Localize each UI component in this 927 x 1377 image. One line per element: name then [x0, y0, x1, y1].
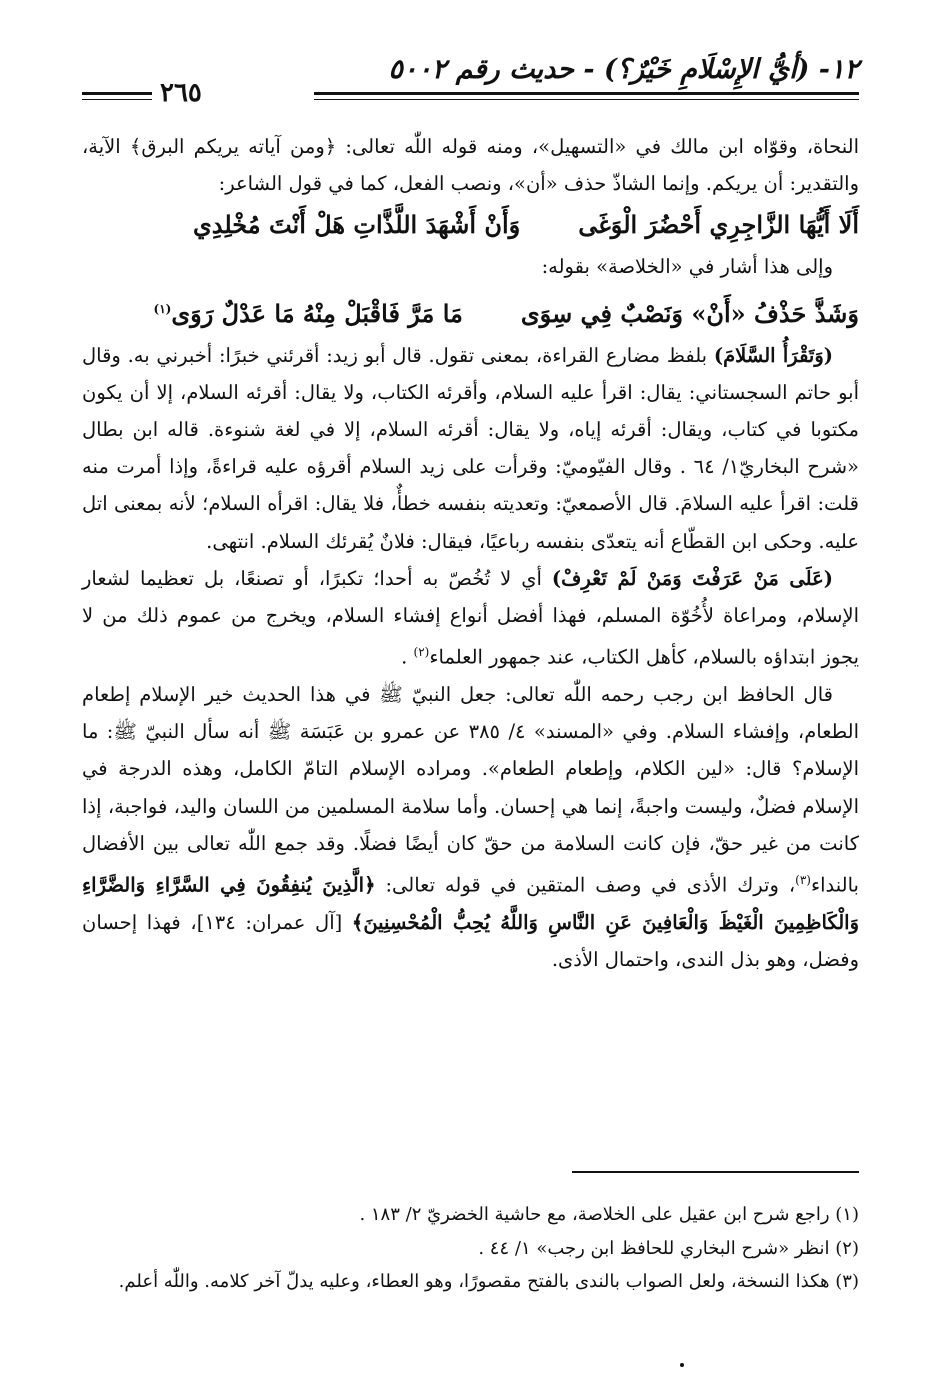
- paragraph: النحاة، وقوّاه ابن مالك في «التسهيل»، ومنه قوله اللّٰه تعالى: ﴿ومن آياته يريكم البرق﴾ الآية، والتقدير: أن يريكم. وإنما الشاذّ حذف «أن»، ونصب الفعل، كما في قول الشاعر:: [82, 135, 859, 196]
- quran-verse: ﴿الَّذِينَ يُنفِقُونَ فِي السَّرَّاءِ وَالضَّرَّاءِ وَالْكَاظِمِينَ الْغَيْظَ وَالْعَافِينَ عَنِ النَّاسِ وَاللَّهُ يُحِبُّ الْمُحْسِنِينَ﴾: [82, 873, 859, 934]
- paragraph-text: قال الحافظ ابن رجب رحمه اللّٰه تعالى: جعل النبيّ ﷺ في هذا الحديث خير الإسلام إطعام الطعام، وإفشاء السلام. وفي «المسند» ٤/ ٣٨٥ عن عمرو بن عَبَسَة ﷺ أنه سأل النبيّ ﷺ: ما الإسلام؟ قال: «لين الكلام، وإطعام الطعام». ومراده الإسلام التامّ الكامل، وهذه الدرجة في الإسلام فضلٌ، وليست واجبةً، إنما هي إحسان. وأما سلامة المسلمين من اللسان واليد، فواجبة، إذا كانت من غير حقّ، فإن كانت السلامة من حقّ كان أيضًا فضلًا. وقد جمع اللّٰه تعالى بين الأفضال بالنداء: [82, 682, 860, 897]
- header-rule-left: [82, 92, 152, 95]
- footnote: (٢) انظر «شرح البخاري للحافظ ابن رجب» ١/ ٤٤ .: [478, 1237, 859, 1259]
- poem-verse: [82, 286, 859, 337]
- poem-verse: [82, 202, 859, 248]
- main-text: [82, 128, 859, 978]
- paragraph-text: أي لا تُخُصّ به أحدا؛ تكبرًا، أو تصنعًا، بل تعظيما لشعار الإسلام، ومراعاة لأُخُوّة المسلم، فهذا أفضل أنواع إفشاء السلام، ويخرج من عموم ذلك من لا يجوز ابتداؤه بالسلام، كأهل الكتاب، عند جمهور العلماء: [82, 566, 859, 669]
- running-header: [82, 54, 859, 124]
- header-rule-right-thin: [314, 99, 859, 100]
- paragraph: وإلى هذا أشار في «الخلاصة» بقوله:: [541, 255, 833, 279]
- verse-second-hemistich: وَأَنْ أَشْهَدَ اللَّذَّاتِ هَلْ أَنْتَ مُخْلِدِي: [192, 210, 521, 240]
- verse-first-hemistich: أَلَا أَيُّهَا الزَّاجِرِي أَحْضُرَ الْوَغَى: [578, 210, 859, 240]
- footnote-ref: (٣): [795, 872, 811, 887]
- footnotes: [82, 1198, 859, 1299]
- paragraph-text: بلفظ مضارع القراءة، بمعنى تقول. قال أبو زيد: أقرئني خبرًا: أخبرني به. وقال أبو حاتم السجستاني: يقال: اقرأ عليه السلام، وأقرئه الكتاب، ولا يقال: أقرئه السلام، إلا أن يكون مكتوبا في كتاب، ويقال: أقرئه إياه، ولا يقال: أقرئه السلام، إلا في لغة شنوءة. قاله ابن بطال «شرح البخاريّ١/ ٦٤ . وقال الفيّوميّ: وقرأت على زيد السلام أقرؤه عليه قراءةً، وإذا أمرت منه قلت: اقرأ عليه السلامَ. قال الأصمعيّ: وتعديته بنفسه خطأٌ، فلا يقال: اقرأه السلام؛ لأنه بمعنى اتل عليه. وحكى ابن القطّاع أنه يتعدّى بنفسه رباعيًا، فيقال: فلانٌ يُقرئك السلام. انتهى.: [82, 343, 859, 553]
- chapter-title: ١٢- (أيُّ الإِسْلَامِ خَيْرٌ؟) - حديث رقم ٥٠٠٢: [388, 54, 859, 85]
- footnote-ref: (١): [153, 301, 172, 316]
- header-rule-right: [314, 92, 859, 95]
- header-rule-left-thin: [82, 99, 152, 100]
- hadith-phrase: (وَتَقْرَأُ السَّلَامَ): [713, 343, 833, 367]
- footnote: (٣) هكذا النسخة، ولعل الصواب بالندى بالفتح مقصورًا، وهو العطاء، وعليه يدلّ آخر كلامه. واللّٰه أعلم.: [118, 1271, 859, 1292]
- page-mark: [680, 1363, 684, 1367]
- footnote: (١) راجع شرح ابن عقيل على الخلاصة، مع حاشية الخضريّ ٢/ ١٨٣ .: [359, 1204, 859, 1225]
- footnote-ref: (٢): [413, 645, 430, 660]
- footnote-separator: [572, 1171, 859, 1173]
- hadith-phrase: (عَلَى مَنْ عَرَفْتَ وَمَنْ لَمْ تَعْرِفْ): [551, 566, 833, 590]
- verse-second-hemistich: مَا مَرَّ فَاقْبَلْ مِنْهُ مَا عَدْلٌ رَوَى: [171, 298, 463, 328]
- paragraph-text: .: [401, 645, 414, 669]
- page-number: ٢٦٥: [160, 78, 202, 108]
- paragraph: [82, 676, 859, 978]
- paragraph: [82, 337, 859, 560]
- paragraph-text: [آل عمران: ١٣٤]، فهذا إحسان وفضل، وهو بذل الندى، واحتمال الأذى.: [82, 910, 859, 971]
- paragraph-text: ، وترك الأذى في وصف المتقين في قوله تعالى:: [375, 873, 796, 897]
- paragraph: [82, 560, 859, 676]
- verse-first-hemistich: وَشَذَّ حَذْفُ «أَنْ» وَنَصْبٌ فِي سِوَى: [520, 298, 859, 328]
